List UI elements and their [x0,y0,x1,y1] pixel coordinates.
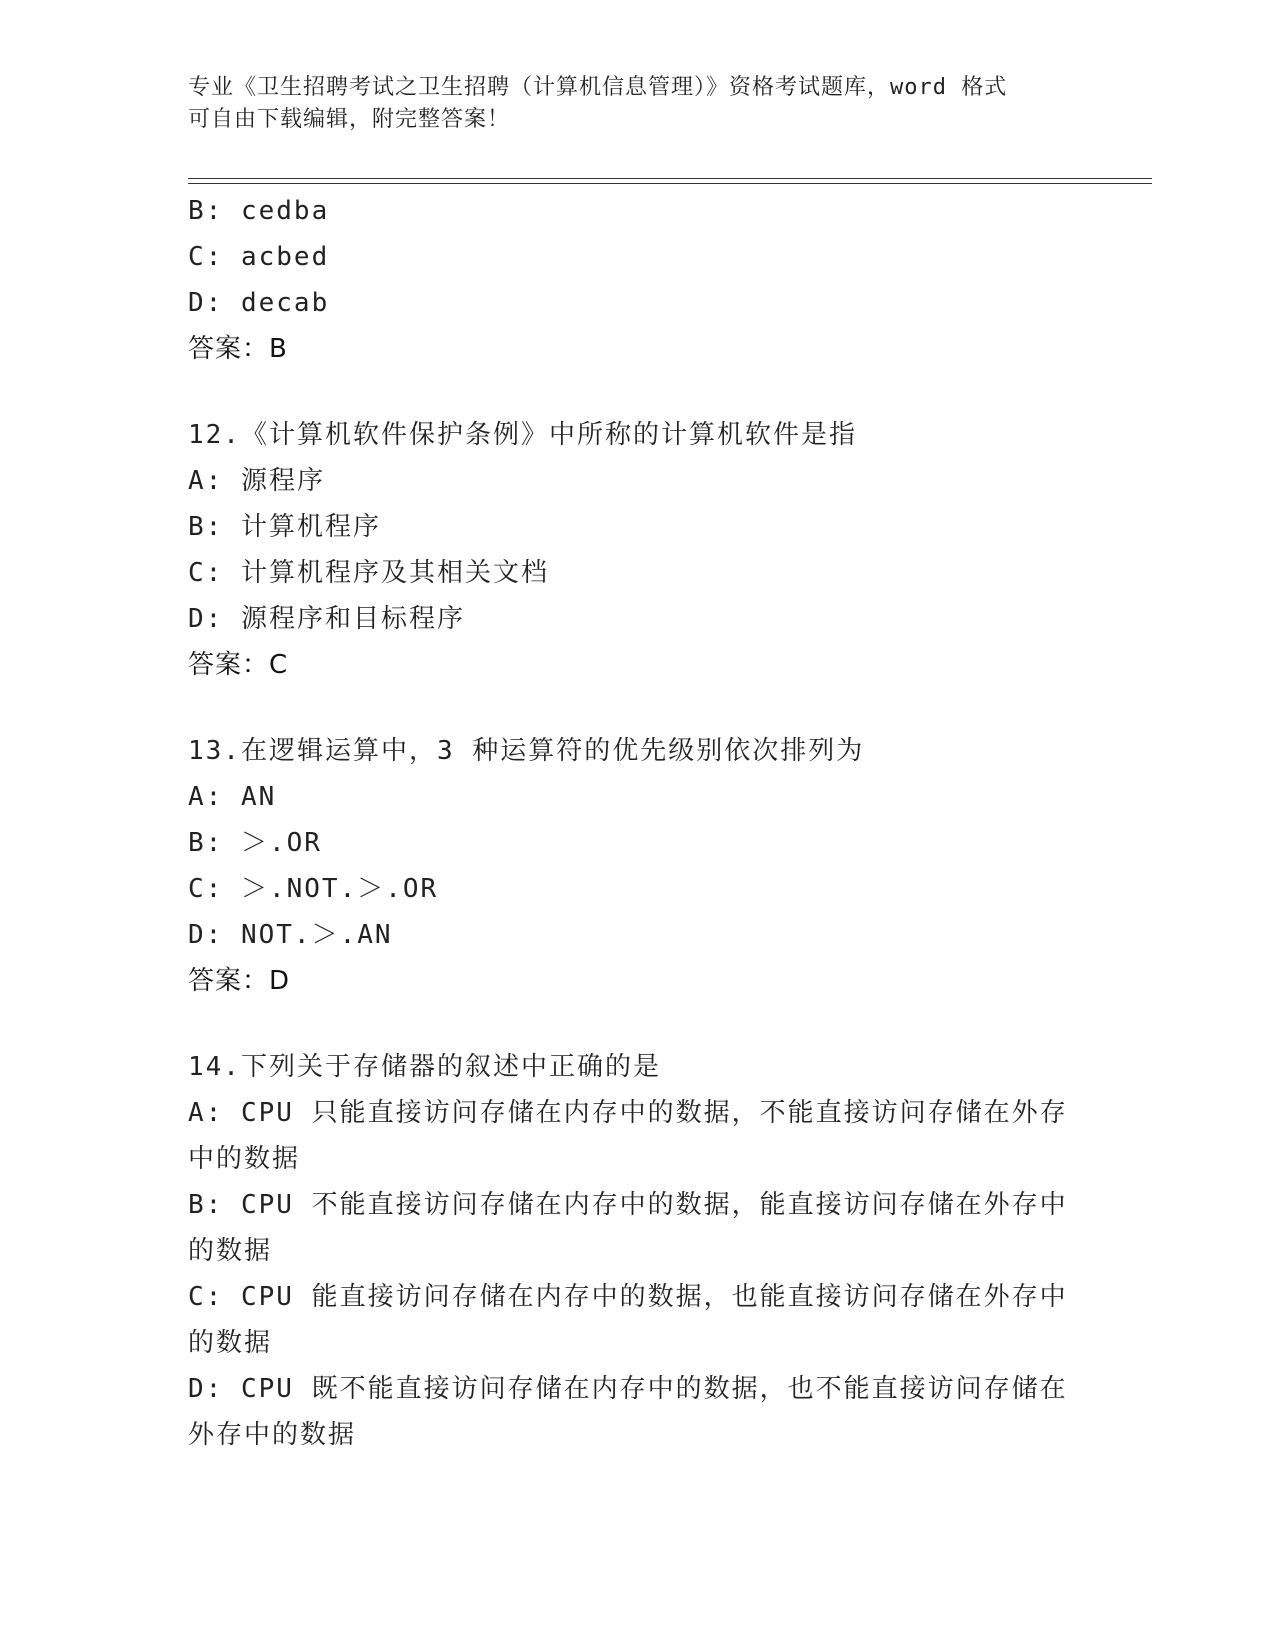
option-b: B: ＞.OR [188,828,322,858]
option-c: C: 计算机程序及其相关文档 [188,558,549,588]
header-line-1: 专业《卫生招聘考试之卫生招聘（计算机信息管理）》资格考试题库，word 格式 [188,75,1008,100]
answer-label: 答案：D [188,966,291,996]
option-b: B: 计算机程序 [188,512,381,542]
spacer [188,688,1068,728]
question-block-11 [188,188,1068,372]
answer-label: 答案：B [188,334,288,364]
answer-label: 答案：C [188,650,289,680]
question-block-14 [188,1044,1068,1458]
document-header [188,72,1068,136]
option-d: D: decab [188,288,330,318]
option-c: C: acbed [188,242,330,272]
question-title: 12.《计算机软件保护条例》中所称的计算机软件是指 [188,420,857,450]
header-divider-bottom [188,183,1152,184]
option-d: D: NOT.＞.AN [188,920,393,950]
question-content [188,188,1068,1458]
spacer [188,1004,1068,1044]
option-b: B: CPU 不能直接访问存储在内存中的数据，能直接访问存储在外存中的数据 [188,1190,1068,1266]
header-line-2: 可自由下载编辑，附完整答案！ [188,107,511,132]
question-block-12 [188,412,1068,688]
spacer [188,372,1068,412]
option-c: C: ＞.NOT.＞.OR [188,874,439,904]
option-b: B: cedba [188,196,330,226]
option-c: C: CPU 能直接访问存储在内存中的数据，也能直接访问存储在外存中的数据 [188,1282,1068,1358]
option-d: D: CPU 既不能直接访问存储在内存中的数据，也不能直接访问存储在外存中的数据 [188,1374,1068,1450]
question-block-13 [188,728,1068,1004]
option-a: A: 源程序 [188,466,325,496]
question-title: 14.下列关于存储器的叙述中正确的是 [188,1052,661,1082]
header-divider-top [188,178,1152,179]
option-a: A: AN [188,782,277,812]
option-d: D: 源程序和目标程序 [188,604,465,634]
option-a: A: CPU 只能直接访问存储在内存中的数据，不能直接访问存储在外存中的数据 [188,1098,1068,1174]
question-title: 13.在逻辑运算中，3 种运算符的优先级别依次排列为 [188,736,865,766]
